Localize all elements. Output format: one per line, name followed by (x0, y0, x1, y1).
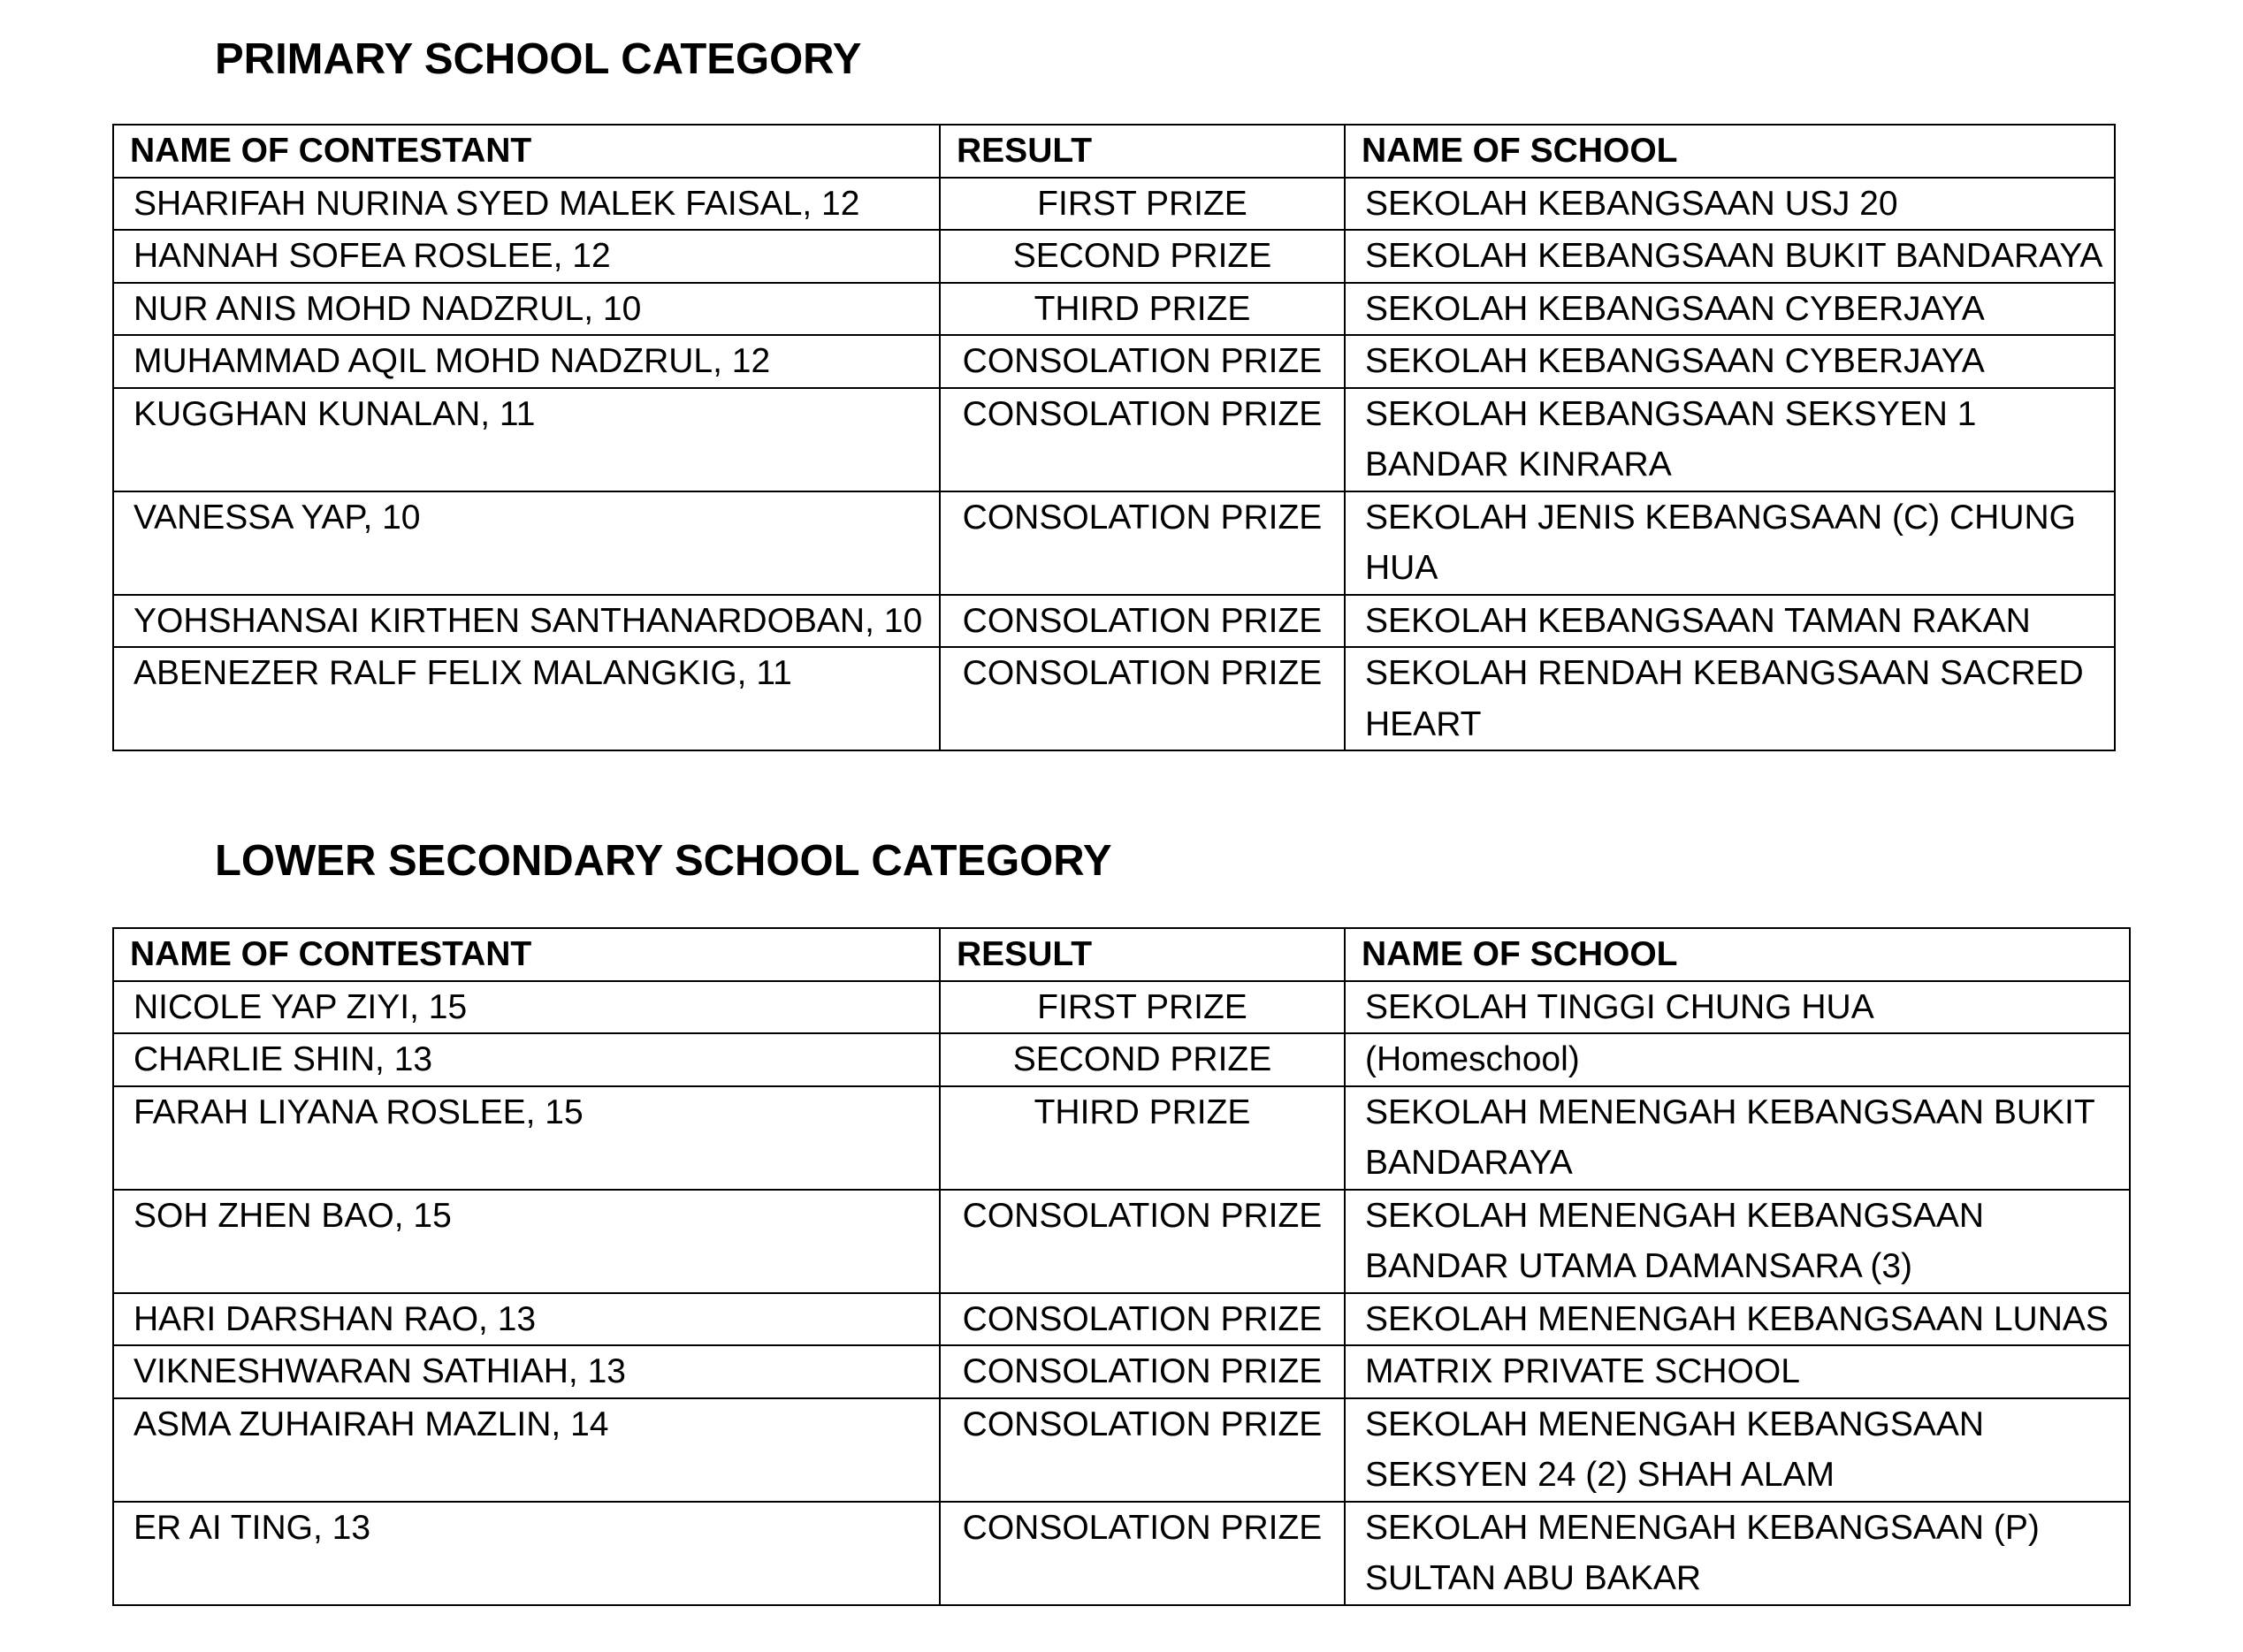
table-row (113, 1398, 2130, 1502)
contestant-name: ER AI TING, 13 (113, 1502, 940, 1605)
result-cell: CONSOLATION PRIZE (940, 595, 1345, 648)
table-row (113, 335, 2115, 388)
result-cell: SECOND PRIZE (940, 230, 1345, 283)
result-cell: CONSOLATION PRIZE (940, 335, 1345, 388)
result-cell: THIRD PRIZE (940, 283, 1345, 336)
school-name: SEKOLAH KEBANGSAAN CYBERJAYA (1345, 335, 2115, 388)
school-name: SEKOLAH RENDAH KEBANGSAAN SACRED HEART (1345, 647, 2115, 750)
school-name: SEKOLAH MENENGAH KEBANGSAAN LUNAS (1345, 1293, 2130, 1346)
header-school: NAME OF SCHOOL (1345, 928, 2130, 981)
result-cell: THIRD PRIZE (940, 1086, 1345, 1190)
contestant-name: HANNAH SOFEA ROSLEE, 12 (113, 230, 940, 283)
result-cell: CONSOLATION PRIZE (940, 1190, 1345, 1293)
table-row (113, 1086, 2130, 1190)
primary-results-table (112, 124, 2116, 751)
lower-secondary-results-table (112, 927, 2131, 1606)
contestant-name: CHARLIE SHIN, 13 (113, 1033, 940, 1086)
contestant-name: ASMA ZUHAIRAH MAZLIN, 14 (113, 1398, 940, 1502)
school-name: SEKOLAH KEBANGSAAN TAMAN RAKAN (1345, 595, 2115, 648)
school-name: SEKOLAH KEBANGSAAN USJ 20 (1345, 178, 2115, 231)
result-cell: FIRST PRIZE (940, 178, 1345, 231)
school-name: SEKOLAH MENENGAH KEBANGSAAN BUKIT BANDARAYA (1345, 1086, 2130, 1190)
lower-table-header (113, 928, 2130, 981)
result-cell: CONSOLATION PRIZE (940, 1398, 1345, 1502)
school-name: SEKOLAH KEBANGSAAN CYBERJAYA (1345, 283, 2115, 336)
school-name: SEKOLAH JENIS KEBANGSAAN (C) CHUNG HUA (1345, 491, 2115, 595)
table-row (113, 388, 2115, 491)
table-row (113, 595, 2115, 648)
primary-table-header (113, 125, 2115, 178)
header-contestant: NAME OF CONTESTANT (113, 928, 940, 981)
result-cell: FIRST PRIZE (940, 981, 1345, 1034)
school-name: SEKOLAH TINGGI CHUNG HUA (1345, 981, 2130, 1034)
school-name: SEKOLAH MENENGAH KEBANGSAAN (P) SULTAN ABU BAKAR (1345, 1502, 2130, 1605)
contestant-name: NICOLE YAP ZIYI, 15 (113, 981, 940, 1034)
school-name: SEKOLAH KEBANGSAAN SEKSYEN 1 BANDAR KINRARA (1345, 388, 2115, 491)
header-school: NAME OF SCHOOL (1345, 125, 2115, 178)
result-cell: CONSOLATION PRIZE (940, 1502, 1345, 1605)
contestant-name: HARI DARSHAN RAO, 13 (113, 1293, 940, 1346)
school-name: SEKOLAH MENENGAH KEBANGSAAN SEKSYEN 24 (2) SHAH ALAM (1345, 1398, 2130, 1502)
school-name: MATRIX PRIVATE SCHOOL (1345, 1345, 2130, 1398)
contestant-name: FARAH LIYANA ROSLEE, 15 (113, 1086, 940, 1190)
table-row (113, 178, 2115, 231)
lower-secondary-category-title: LOWER SECONDARY SCHOOL CATEGORY (215, 837, 1112, 885)
contestant-name: VIKNESHWARAN SATHIAH, 13 (113, 1345, 940, 1398)
table-row (113, 981, 2130, 1034)
table-row (113, 283, 2115, 336)
result-cell: CONSOLATION PRIZE (940, 1345, 1345, 1398)
school-name: (Homeschool) (1345, 1033, 2130, 1086)
table-row (113, 491, 2115, 595)
result-cell: CONSOLATION PRIZE (940, 491, 1345, 595)
contestant-name: YOHSHANSAI KIRTHEN SANTHANARDOBAN, 10 (113, 595, 940, 648)
result-cell: SECOND PRIZE (940, 1033, 1345, 1086)
header-contestant: NAME OF CONTESTANT (113, 125, 940, 178)
contestant-name: SOH ZHEN BAO, 15 (113, 1190, 940, 1293)
contestant-name: KUGGHAN KUNALAN, 11 (113, 388, 940, 491)
school-name: SEKOLAH KEBANGSAAN BUKIT BANDARAYA (1345, 230, 2115, 283)
table-row (113, 647, 2115, 750)
contestant-name: NUR ANIS MOHD NADZRUL, 10 (113, 283, 940, 336)
table-row (113, 230, 2115, 283)
school-name: SEKOLAH MENENGAH KEBANGSAAN BANDAR UTAMA DAMANSARA (3) (1345, 1190, 2130, 1293)
table-row (113, 1190, 2130, 1293)
table-row (113, 1345, 2130, 1398)
header-result: RESULT (940, 125, 1345, 178)
table-row (113, 1293, 2130, 1346)
primary-category-title: PRIMARY SCHOOL CATEGORY (215, 35, 862, 83)
contestant-name: SHARIFAH NURINA SYED MALEK FAISAL, 12 (113, 178, 940, 231)
contestant-name: VANESSA YAP, 10 (113, 491, 940, 595)
header-row (113, 928, 2130, 981)
header-result: RESULT (940, 928, 1345, 981)
result-cell: CONSOLATION PRIZE (940, 1293, 1345, 1346)
table-row (113, 1502, 2130, 1605)
table-row (113, 1033, 2130, 1086)
result-cell: CONSOLATION PRIZE (940, 647, 1345, 750)
header-row (113, 125, 2115, 178)
contestant-name: MUHAMMAD AQIL MOHD NADZRUL, 12 (113, 335, 940, 388)
contestant-name: ABENEZER RALF FELIX MALANGKIG, 11 (113, 647, 940, 750)
result-cell: CONSOLATION PRIZE (940, 388, 1345, 491)
